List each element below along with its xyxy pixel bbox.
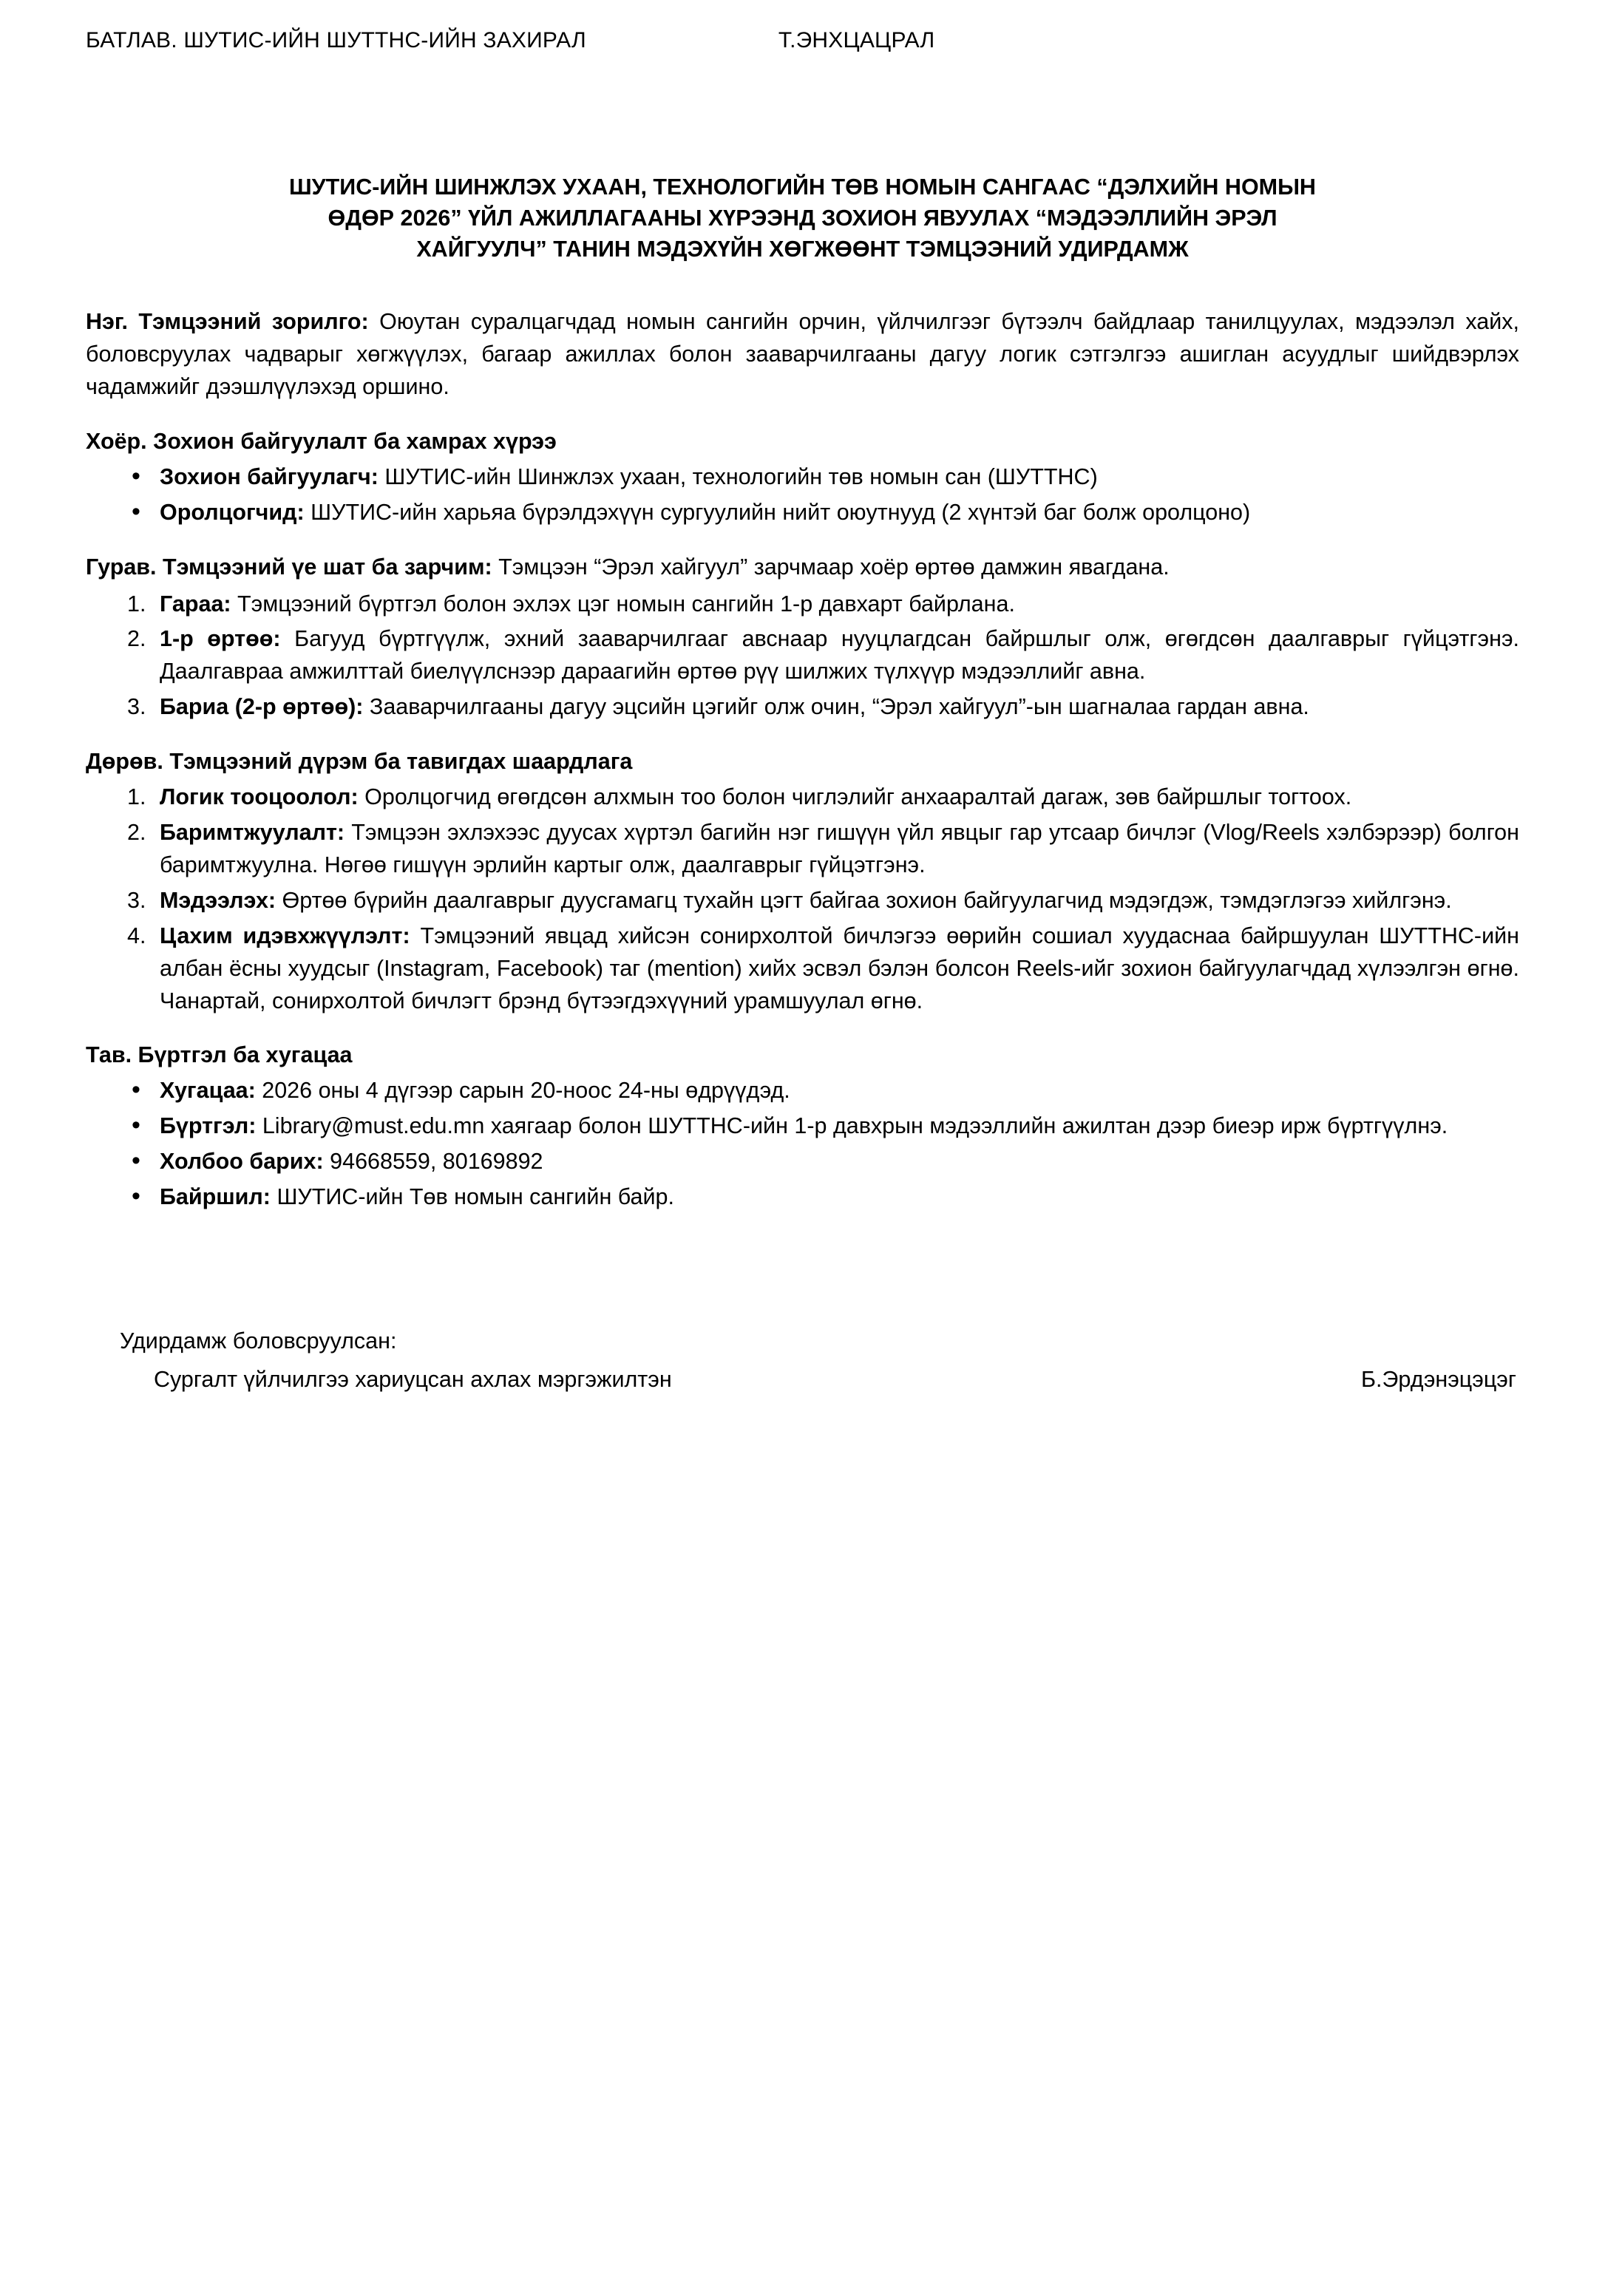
list-item-text: Багууд бүртгүүлж, эхний зааварчилгааг авснаар нууцлагдсан байршлыг олж, өгөгдсөн даалгаврыг гүйцэтгэнэ. Даалгавраа амжилттай биелүүлснээр дараагийн өртөө рүү шилжих түлхүүр мэдээллийг авна. bbox=[160, 626, 1519, 685]
list-item-text: ШУТИС-ийн харьяа бүрэлдэхүүн сургуулийн нийт оюутнууд (2 хүнтэй баг болж оролцоно) bbox=[304, 499, 1251, 525]
section-five-heading: Тав. Бүртгэл ба хугацаа bbox=[86, 1042, 353, 1068]
document-header bbox=[86, 28, 1519, 53]
prepared-by-label: Удирдамж боловсруулсан: bbox=[120, 1328, 397, 1354]
list-item bbox=[86, 1181, 1519, 1214]
list-item bbox=[86, 1110, 1519, 1143]
list-item-label: Логик тооцоолол: bbox=[160, 784, 359, 810]
list-item-text: ШУТИС-ийн Төв номын сангийн байр. bbox=[270, 1184, 674, 1210]
document-footer bbox=[86, 1325, 1519, 1397]
list-item bbox=[86, 920, 1519, 1018]
list-item-label: Мэдээлэх: bbox=[160, 887, 276, 913]
list-item bbox=[86, 588, 1519, 621]
section-one-label: Нэг. Тэмцээний зорилго: bbox=[86, 309, 369, 335]
list-item-label: Баримтжуулалт: bbox=[160, 820, 345, 846]
title-line-1: ШУТИС-ИЙН ШИНЖЛЭХ УХААН, ТЕХНОЛОГИЙН ТӨВ НОМЫН САНГААС “ДЭЛХИЙН НОМЫН bbox=[289, 174, 1316, 200]
section-three-label: Гурав. Тэмцээний үе шат ба зарчим: bbox=[86, 554, 492, 580]
section-three-text: Тэмцээн “Эрэл хайгуул” зарчмаар хоёр өртөө дамжин явагдана. bbox=[492, 554, 1170, 580]
list-item-label: Гараа: bbox=[160, 591, 231, 617]
list-item-label: Холбоо барих: bbox=[160, 1149, 324, 1175]
preparer-name: Б.Эрдэнэцэцэг bbox=[1361, 1366, 1516, 1392]
list-item bbox=[86, 691, 1519, 724]
section-three-intro bbox=[86, 551, 1519, 584]
list-item-label: Бариа (2-р өртөө): bbox=[160, 694, 364, 720]
list-item-text: Өртөө бүрийн даалгаврыг дуусгамагц тухайн цэгт байгаа зохион байгуулагчид мэдэгдэж, тэмдэглэгээ хийлгэнэ. bbox=[276, 887, 1452, 913]
section-five-list bbox=[86, 1075, 1519, 1214]
list-item-text: 2026 оны 4 дүгээр сарын 20-ноос 24-ны өдрүүдэд. bbox=[255, 1078, 790, 1104]
title-line-2: ӨДӨР 2026” ҮЙЛ АЖИЛЛАГААНЫ ХҮРЭЭНД ЗОХИОН ЯВУУЛАХ “МЭДЭЭЛЛИЙН ЭРЭЛ bbox=[328, 206, 1277, 231]
list-item-text: Тэмцээний бүртгэл болон эхлэх цэг номын сангийн 1-р давхарт байрлана. bbox=[231, 591, 1015, 617]
list-item-text: Library@must.edu.mn хаягаар болон ШУТТНС-ийн 1-р давхрын мэдээллийн ажилтан дээр биеэр ирж бүртгүүлнэ. bbox=[256, 1113, 1448, 1139]
list-item-text: Тэмцээн эхлэхээс дуусах хүртэл багийн нэг гишүүн үйл явцыг гар утсаар бичлэг (Vlog/Reels хэлбэрээр) болгон баримтжуулна. Нөгөө гишүүн эрлийн картыг олж, даалгаврыг гүйцэтгэнэ. bbox=[160, 820, 1519, 877]
list-item bbox=[86, 1146, 1519, 1178]
list-item-label: 1-р өртөө: bbox=[160, 626, 281, 652]
list-item-text: Тэмцээний явцад хийсэн сонирхолтой бичлэгээ өөрийн сошиал хуудаснаа байршуулан ШУТТНС-ийн албан ёсны хуудсыг (Instagram, Facebook) таг (mention) хийх эсвэл бэлэн болсон Reels-ийг зохион байгуулагчдад хүлээлгэн өгнө. Чанартай, сонирхолтой бичлэгт брэнд бүтээгдэхүүний урамшуулал өгнө. bbox=[160, 923, 1519, 1013]
list-item bbox=[86, 781, 1519, 814]
approver-name: Т.ЭНХЦАЦРАЛ bbox=[778, 28, 935, 52]
list-item-label: Хугацаа: bbox=[160, 1078, 256, 1104]
list-item bbox=[86, 817, 1519, 882]
section-four-heading: Дөрөв. Тэмцээний дүрэм ба тавигдах шаардлага bbox=[86, 749, 633, 775]
list-item bbox=[86, 1075, 1519, 1107]
section-one-text: Оюутан суралцагчдад номын сангийн орчин, үйлчилгээг бүтээлч байдлаар танилцуулах, мэдээлэл хайх, боловсруулах чадварыг хөгжүүлэх, багаар ажиллах болон зааварчилгааны дагуу логик сэтгэлгээ ашиглан асуудлыг шийдвэрлэх чадамжийг дээшлүүлэхэд оршино. bbox=[86, 309, 1520, 400]
signature-row bbox=[86, 1363, 1519, 1397]
list-item-text: ШУТИС-ийн Шинжлэх ухаан, технологийн төв номын сан (ШУТТНС) bbox=[378, 463, 1098, 489]
list-item-text: Зааварчилгааны дагуу эцсийн цэгийг олж очин, “Эрэл хайгуул”-ын шагналаа гардан авна. bbox=[363, 694, 1309, 720]
section-two-list bbox=[86, 461, 1519, 529]
list-item bbox=[86, 461, 1519, 494]
list-item-text: Оролцогчид өгөгдсөн алхмын тоо болон чиглэлийг анхааралтай дагаж, зөв байршлыг тогтоох. bbox=[358, 784, 1352, 810]
list-item bbox=[86, 885, 1519, 917]
preparer-role: Сургалт үйлчилгээ хариуцсан ахлах мэргэжилтэн bbox=[154, 1366, 672, 1392]
list-item-label: Цахим идэвхжүүлэлт: bbox=[160, 923, 410, 948]
list-item-text: 94668559, 80169892 bbox=[323, 1149, 543, 1175]
list-item bbox=[86, 497, 1519, 529]
section-one bbox=[86, 306, 1519, 404]
approval-line: БАТЛАВ. ШУТИС-ИЙН ШУТТНС-ИЙН ЗАХИРАЛ bbox=[86, 28, 586, 52]
list-item bbox=[86, 623, 1519, 688]
title-line-3: ХАЙГУУЛЧ” ТАНИН МЭДЭХҮЙН ХӨГЖӨӨНТ ТЭМЦЭЭНИЙ УДИРДАМЖ bbox=[416, 237, 1189, 262]
section-two-heading: Хоёр. Зохион байгуулалт ба хамрах хүрээ bbox=[86, 428, 557, 454]
list-item-label: Байршил: bbox=[160, 1184, 271, 1210]
list-item-label: Зохион байгуулагч: bbox=[160, 463, 379, 489]
section-three-list bbox=[86, 588, 1519, 724]
document-title bbox=[86, 171, 1519, 265]
section-four-list bbox=[86, 781, 1519, 1017]
document-body bbox=[86, 306, 1519, 1214]
list-item-label: Оролцогчид: bbox=[160, 499, 305, 525]
list-item-label: Бүртгэл: bbox=[160, 1113, 257, 1139]
